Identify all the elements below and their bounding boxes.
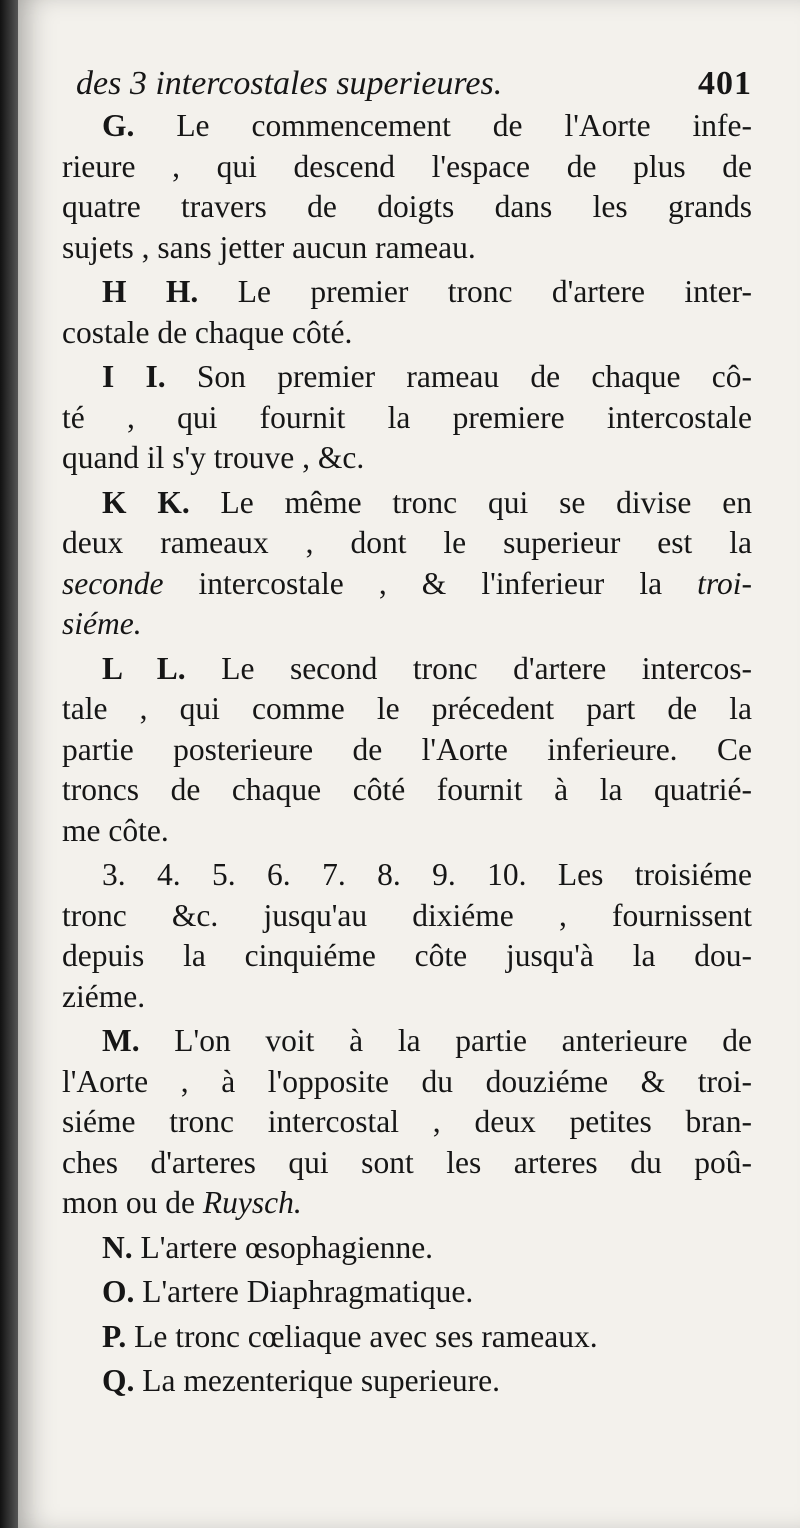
text-line: L'artere Diaphragmatique.	[134, 1274, 474, 1309]
text-line: deux rameaux , dont le superieur est la	[62, 525, 752, 560]
paragraph-p	[62, 1317, 752, 1358]
italic-word: troi-	[697, 565, 752, 601]
text-line: Le premier tronc d'artere inter-	[198, 274, 752, 309]
paragraph-key: L L.	[102, 650, 186, 686]
paragraph-key: 3. 4. 5. 6. 7. 8. 9. 10.	[102, 857, 527, 892]
book-page	[18, 0, 800, 1528]
paragraph-key: G.	[102, 108, 135, 143]
text-line: té , qui fournit la premiere intercostale	[62, 399, 752, 435]
page-content	[62, 62, 752, 1406]
text-line: sujets , sans jetter aucun rameau.	[62, 229, 476, 265]
text-line: depuis la cinquiéme côte jusqu'à la dou-	[62, 938, 752, 973]
paragraph-key: I I.	[102, 359, 166, 394]
paragraph-g	[62, 106, 752, 147]
paragraph-key: K K.	[102, 484, 190, 520]
text-line: Le même tronc qui se divise en	[189, 484, 752, 520]
paragraph-key: P.	[102, 1318, 127, 1354]
paragraph-key: M.	[102, 1023, 140, 1058]
text-line: rieure , qui descend l'espace de plus de	[62, 148, 752, 184]
text-line: tronc &c. jusqu'au dixiéme , fournissent	[62, 897, 752, 933]
running-head	[76, 62, 752, 106]
paragraph-kk	[62, 483, 752, 524]
paragraph-m	[62, 1021, 752, 1062]
paragraph-ll	[62, 649, 752, 690]
italic-word: seconde	[62, 565, 164, 601]
paragraph-n	[62, 1228, 752, 1269]
text-line: L'on voit à la partie anterieure de	[139, 1023, 752, 1058]
text-line: La mezenterique superieure.	[134, 1363, 500, 1398]
text-line: troncs de chaque côté fournit à la quatrié-	[62, 772, 752, 807]
paragraph-key: N.	[102, 1229, 133, 1265]
paragraph-3-10	[62, 855, 752, 896]
text-line: quand il s'y trouve , &c.	[62, 440, 365, 475]
paragraph-q	[62, 1361, 752, 1402]
paragraph-key: H H.	[102, 274, 199, 309]
text-line	[62, 1183, 752, 1224]
text-line: costale de chaque côté.	[62, 314, 353, 350]
italic-word: siéme.	[62, 606, 142, 641]
paragraph-hh	[62, 272, 752, 313]
text-line: l'Aorte , à l'opposite du douziéme & troi-	[62, 1063, 752, 1099]
text-line	[62, 604, 752, 645]
text-line: quatre travers de doigts dans les grands	[62, 189, 752, 224]
text-line: me côte.	[62, 812, 169, 848]
paragraph-ii	[62, 357, 752, 398]
text-fragment: intercostale , & l'inferieur la	[163, 565, 698, 601]
text-line: tale , qui comme le précedent part de la	[62, 691, 752, 726]
text-line: L'artere œsophagienne.	[132, 1229, 434, 1265]
paragraph-o	[62, 1272, 752, 1313]
paragraph-key: Q.	[102, 1363, 135, 1398]
running-title: des 3 intercostales superieures.	[76, 65, 503, 102]
text-line: ches d'arteres qui sont les arteres du poû-	[62, 1144, 752, 1180]
page-number: 401	[698, 65, 752, 102]
italic-word: Ruysch.	[202, 1185, 302, 1220]
text-line: Les troisiéme	[526, 857, 753, 892]
text-fragment: mon ou de	[62, 1185, 203, 1220]
binding-shadow	[0, 0, 18, 1528]
text-line: Son premier rameau de chaque cô-	[165, 359, 752, 394]
text-line: Le tronc cœliaque avec ses rameaux.	[126, 1318, 598, 1354]
text-line: siéme tronc intercostal , deux petites bran-	[62, 1104, 752, 1139]
text-line	[62, 564, 752, 605]
text-line: partie posterieure de l'Aorte inferieure. Ce	[62, 731, 752, 767]
text-line: ziéme.	[62, 978, 146, 1014]
text-line: Le commencement de l'Aorte infe-	[134, 108, 752, 143]
paragraph-key: O.	[102, 1274, 135, 1309]
text-line: Le second tronc d'artere intercos-	[185, 650, 752, 686]
